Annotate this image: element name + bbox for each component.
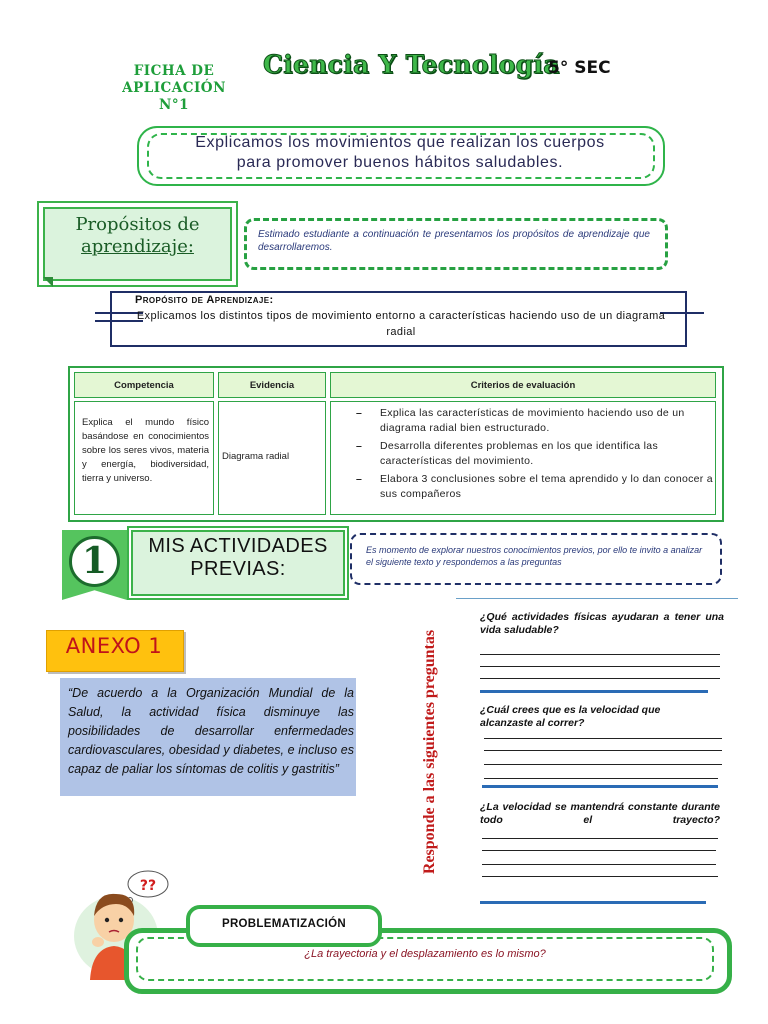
criterio-item: – Explica las características de movimiento haciendo uso de un diagrama radial bien estructurado. [338,406,714,436]
actividades-label-line-2: PREVIAS: [190,558,286,580]
anexo-label: ANEXO 1 [65,634,163,658]
answer-line[interactable] [482,876,718,877]
ficha-line-3: N°1 [159,97,189,113]
answer-line[interactable] [480,678,720,679]
table-header-criterios: Criterios de evaluación [330,372,716,398]
answer-line[interactable] [484,778,718,779]
actividades-label-line-1: MIS ACTIVIDADES [148,535,328,557]
subtitle [150,133,650,173]
proposito-title: Propósito de Aprendizaje: [135,294,274,306]
question-2: ¿Cuál crees que es la velocidad que alcanzaste al correr? [480,704,661,729]
competencia-text: Explica el mundo físico basándose en conocimientos sobre los seres vivos, materia y energía, biodiversidad, tierra y universo. [82,417,209,484]
actividades-intro: Es momento de explorar nuestros conocimientos previos, por ello te invito a analizar el siguiente texto y respondemos a las preguntas [366,545,703,567]
ficha-line-2: APLICACIÓN [122,80,226,96]
actividades-label [131,535,345,581]
question-3: ¿La velocidad se mantendrá constante durante todo el trayecto? [480,801,720,826]
table-header-competencia: Competencia [74,372,214,398]
problematizacion-label: PROBLEMATIZACIÓN [221,918,347,930]
subtitle-line-1: Explicamos los movimientos que realizan los cuerpos [195,134,605,151]
criterio-item: – Desarrolla diferentes problemas en los que identifica las características del movimiento. [338,439,714,469]
answer-line[interactable] [484,750,722,751]
criterios-list [338,406,714,505]
answer-line[interactable] [484,764,722,765]
propositos-label [43,214,232,258]
propositos-label-line-2: aprendizaje: [81,236,194,257]
answer-line[interactable] [482,850,716,851]
propositos-intro: Estimado estudiante a continuación te presentamos los propósitos de aprendizaje que desarrollaremos. [258,229,650,253]
ficha-line-1: FICHA DE [133,63,215,79]
preguntas-vertical-label: Responde a las siguientes preguntas [421,629,438,875]
proposito-text: Explicamos los distintos tipos de movimiento entorno a características haciendo uso de un diagrama radial [136,310,666,338]
answer-line[interactable] [482,864,716,865]
page-title: Ciencia Y Tecnología [263,50,560,79]
section-divider [480,901,706,904]
propositos-label-line-1: Propósitos de [75,214,200,235]
answer-line[interactable] [482,838,718,839]
criterio-item: – Elabora 3 conclusiones sobre el tema aprendido y lo dan conocer a sus compañeros [338,472,714,502]
problematizacion-question: ¿La trayectoria y el desplazamiento es lo mismo? [304,948,546,960]
questions-top-rule [456,598,738,599]
activity-number: 1 [81,540,108,582]
question-1: ¿Qué actividades físicas ayudaran a tener una vida saludable? [480,611,724,636]
subtitle-line-2: para promover buenos hábitos saludables. [236,154,564,171]
section-divider [480,690,708,693]
grade-label: 5° SEC [548,58,611,78]
ficha-label [110,63,238,114]
bubble-question-marks: ?? [139,878,157,894]
propositos-fold [43,277,53,287]
answer-line[interactable] [484,738,722,739]
evidencia-text: Diagrama radial [222,451,290,462]
quote-text: “De acuerdo a la Organización Mundial de la Salud, la actividad física disminuye las posibilidades de desarrollar enfermedades cardiovasculares, obesidad y diabetes, e incluso es capaz de paliar los síntomas de colitis y gastritis” [68,686,354,776]
answer-line[interactable] [480,666,720,667]
answer-line[interactable] [480,654,720,655]
section-divider [482,785,718,788]
table-header-evidencia: Evidencia [218,372,326,398]
